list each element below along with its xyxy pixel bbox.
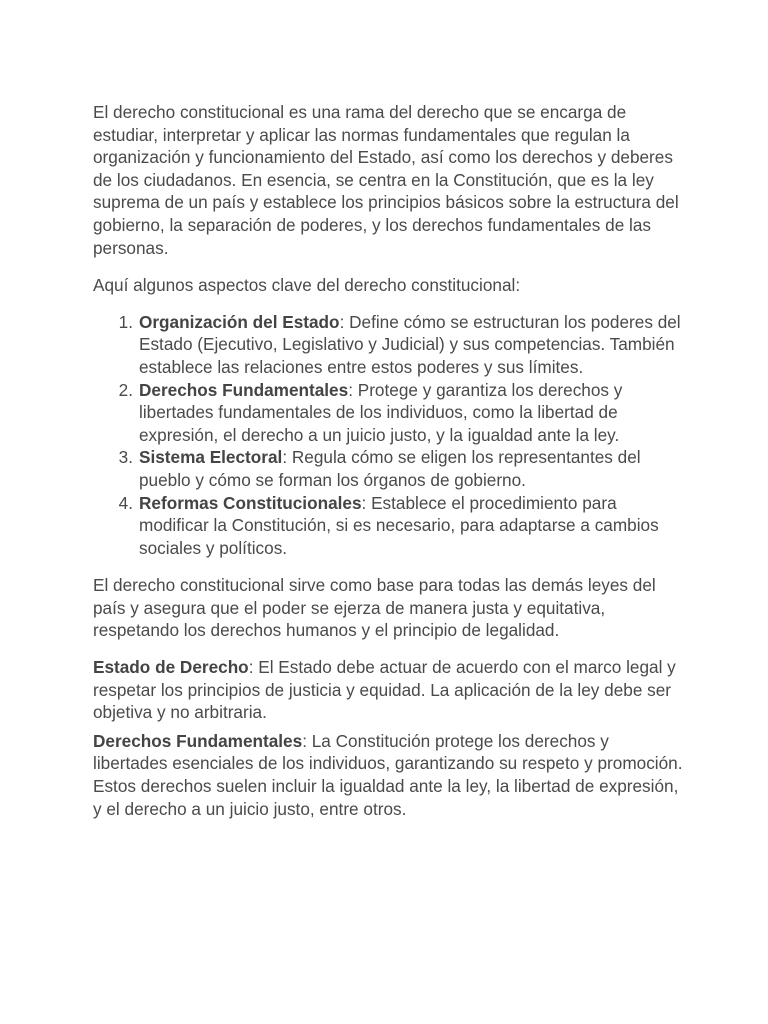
list-item [93, 379, 683, 447]
list-item-number: 1. [118, 311, 133, 332]
section-term: Derechos Fundamentales [93, 730, 303, 751]
section-text: : La Constitución protege los derechos y libertades esenciales de los individuos, garantizando su respeto y promoción. Estos derechos suelen incluir la igualdad ante la ley, la libertad de expresión, y el derecho a un juicio justo, entre otros. [93, 730, 683, 819]
section-text: : El Estado debe actuar de acuerdo con el marco legal y respetar los principios de justicia y equidad. La aplicación de la ley debe ser objetiva y no arbitraria. [93, 657, 676, 723]
intro-paragraph: El derecho constitucional es una rama del derecho que se encarga de estudiar, interpretar y aplicar las normas fundamentales que regulan la organización y funcionamiento del Estado, así como los derechos y deberes de los ciudadanos. En esencia, se centra en la Constitución, que es la ley suprema de un país y establece los principios básicos sobre la estructura del gobierno, la separación de poderes, y los derechos fundamentales de las personas. [93, 102, 679, 258]
section-term: Estado de Derecho [93, 657, 249, 678]
list-item [93, 492, 683, 560]
key-aspects-list [93, 311, 683, 560]
list-item-term: Reformas Constitucionales [139, 492, 362, 513]
section-estado-de-derecho [93, 656, 683, 724]
list-item [93, 446, 683, 491]
conclusion-paragraph: El derecho constitucional sirve como base para todas las demás leyes del país y asegura que el poder se ejerza de manera justa y equitativa, respetando los derechos humanos y el principio de legalidad. [93, 575, 656, 641]
list-item-text: : Establece el procedimiento para modificar la Constitución, si es necesario, para adaptarse a cambios sociales y políticos. [139, 492, 659, 558]
list-item-term: Derechos Fundamentales [139, 379, 349, 400]
list-item-text: : Define cómo se estructuran los poderes del Estado (Ejecutivo, Legislativo y Judicial) y sus competencias. También establece las relaciones entre estos poderes y sus límites. [139, 311, 681, 377]
list-item-number: 3. [118, 447, 133, 468]
list-item-text: : Regula cómo se eligen los representantes del pueblo y cómo se forman los órganos de gobierno. [139, 447, 641, 490]
list-item-text: : Protege y garantiza los derechos y libertades fundamentales de los individuos, como la libertad de expresión, el derecho a un juicio justo, y la igualdad ante la ley. [139, 379, 623, 445]
list-item-number: 2. [118, 379, 133, 400]
list-item-term: Organización del Estado [139, 311, 340, 332]
section-derechos-fundamentales [93, 730, 683, 820]
list-item-term: Sistema Electoral [139, 447, 283, 468]
document-page [93, 101, 683, 820]
list-item-number: 4. [118, 492, 133, 513]
list-intro: Aquí algunos aspectos clave del derecho constitucional: [93, 275, 521, 296]
list-item [93, 311, 683, 379]
